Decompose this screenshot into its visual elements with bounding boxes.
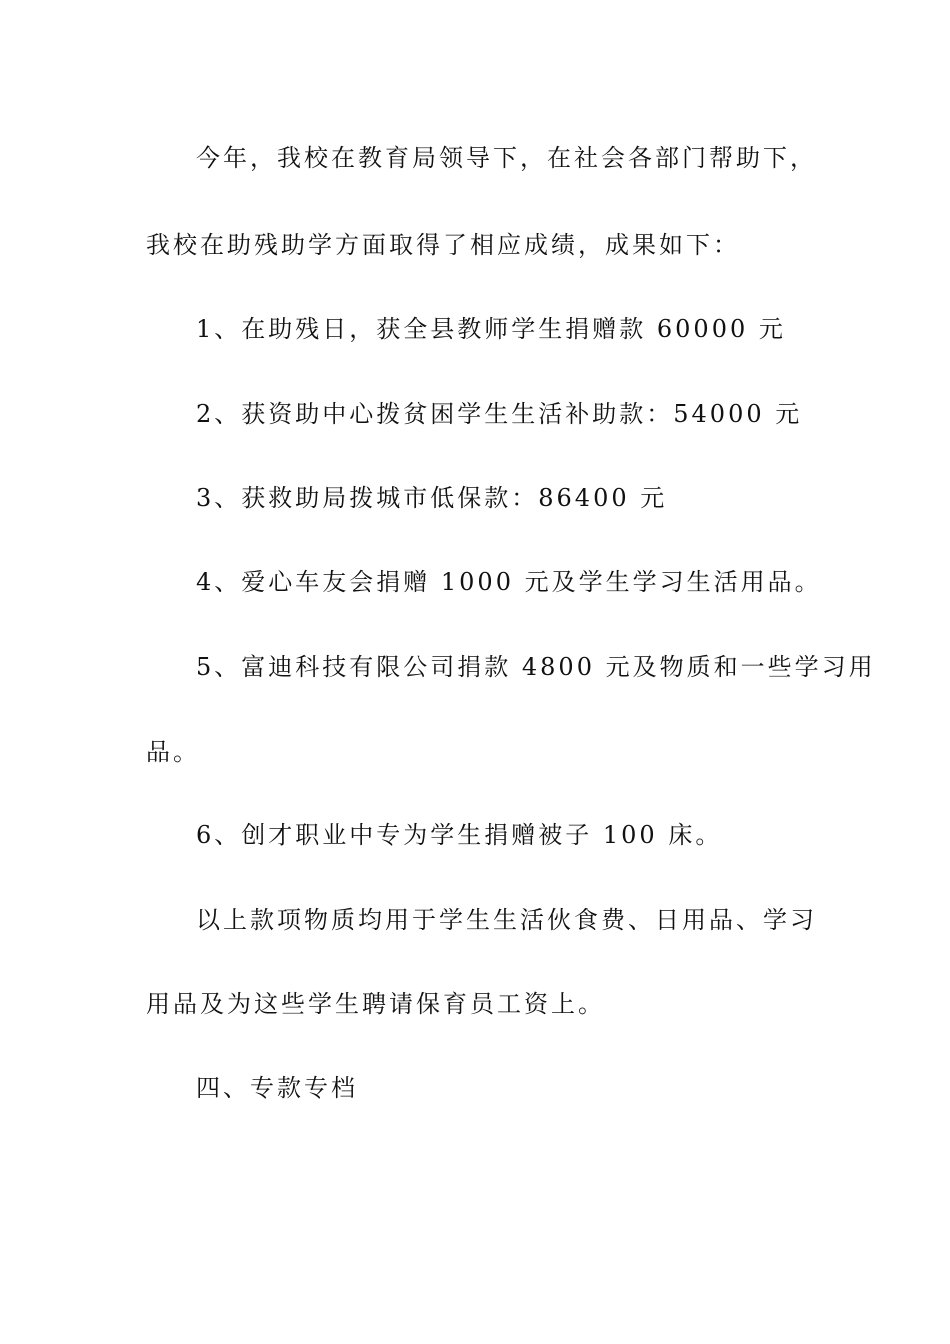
paragraph-summary-line-2: 用品及为这些学生聘请保育员工资上。 — [146, 990, 605, 1018]
paragraph-intro-line-1: 今年，我校在教育局领导下，在社会各部门帮助下， — [196, 144, 817, 172]
list-item-6: 6、创才职业中专为学生捐赠被子 100 床。 — [196, 821, 723, 849]
list-item-3: 3、获救助局拨城市低保款：86400 元 — [196, 484, 668, 512]
list-item-5-line-1: 5、富迪科技有限公司捐款 4800 元及物质和一些学习用 — [196, 653, 876, 681]
list-item-4: 4、爱心车友会捐赠 1000 元及学生学习生活用品。 — [196, 568, 822, 596]
list-item-5-line-2: 品。 — [146, 738, 200, 766]
paragraph-summary-line-1: 以上款项物质均用于学生生活伙食费、日用品、学习 — [196, 906, 817, 934]
paragraph-intro-line-2: 我校在助残助学方面取得了相应成绩，成果如下： — [146, 231, 740, 259]
list-item-2: 2、获资助中心拨贫困学生生活补助款：54000 元 — [196, 400, 803, 428]
list-item-1: 1、在助残日，获全县教师学生捐赠款 60000 元 — [196, 315, 786, 343]
section-heading: 四、专款专档 — [196, 1074, 358, 1102]
